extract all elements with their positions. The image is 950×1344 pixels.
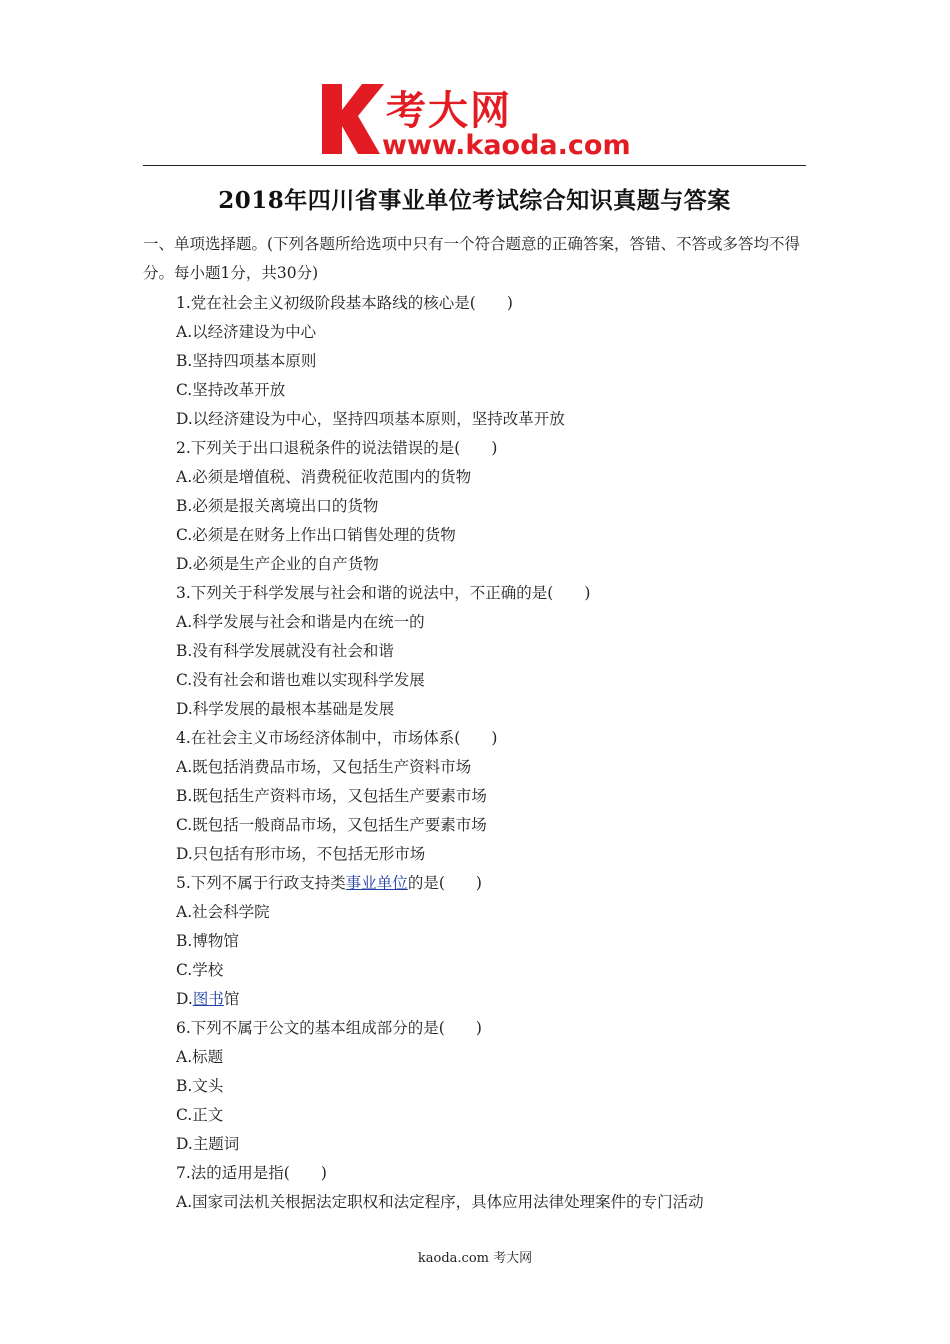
link-tushu[interactable]: 图书 xyxy=(192,990,224,1008)
question-list xyxy=(176,289,796,1217)
answer-option: D.科学发展的最根本基础是发展 xyxy=(176,700,395,718)
answer-option: C.既包括一般商品市场，又包括生产要素市场 xyxy=(176,816,487,834)
question-stem: 7.法的适用是指( ) xyxy=(176,1164,327,1182)
answer-option: A.国家司法机关根据法定职权和法定程序，具体应用法律处理案件的专门活动 xyxy=(176,1193,704,1211)
answer-option: B.博物馆 xyxy=(176,932,239,950)
answer-option: A.科学发展与社会和谐是内在统一的 xyxy=(176,613,425,631)
answer-option: D.只包括有形市场，不包括无形市场 xyxy=(176,845,426,863)
answer-option: D.必须是生产企业的自产货物 xyxy=(176,555,379,573)
question-stem: 4.在社会主义市场经济体制中，市场体系( ) xyxy=(176,729,498,747)
question-stem: 6.下列不属于公文的基本组成部分的是( ) xyxy=(176,1019,482,1037)
question-stem xyxy=(176,869,796,898)
answer-option: B.既包括生产资料市场，又包括生产要素市场 xyxy=(176,787,487,805)
question-stem: 2.下列关于出口退税条件的说法错误的是( ) xyxy=(176,439,498,457)
answer-option: A.以经济建设为中心 xyxy=(176,323,317,341)
answer-option: D.以经济建设为中心，坚持四项基本原则，坚持改革开放 xyxy=(176,410,565,428)
answer-option: C.坚持改革开放 xyxy=(176,381,286,399)
stem-text: 5.下列不属于行政支持类 xyxy=(176,874,346,892)
answer-option: B.没有科学发展就没有社会和谐 xyxy=(176,642,394,660)
header-divider xyxy=(143,165,806,166)
question-stem: 3.下列关于科学发展与社会和谐的说法中，不正确的是( ) xyxy=(176,584,591,602)
answer-option: A.标题 xyxy=(176,1048,224,1066)
logo-url-text: www.kaoda.com xyxy=(382,130,631,160)
kaoda-logo-mark xyxy=(318,80,648,160)
answer-option: D.主题词 xyxy=(176,1135,240,1153)
page-footer: kaoda.com 考大网 xyxy=(417,1251,533,1266)
option-text: 馆 xyxy=(223,990,240,1008)
question-stem: 1.党在社会主义初级阶段基本路线的核心是( ) xyxy=(176,294,513,312)
answer-option: B.坚持四项基本原则 xyxy=(176,352,317,370)
answer-option: C.必须是在财务上作出口销售处理的货物 xyxy=(176,526,456,544)
link-shiye-danwei[interactable]: 事业单位 xyxy=(345,874,408,892)
answer-option: C.学校 xyxy=(176,961,224,979)
answer-option: C.没有社会和谐也难以实现科学发展 xyxy=(176,671,425,689)
answer-option: B.文头 xyxy=(176,1077,224,1095)
answer-option: A.社会科学院 xyxy=(176,903,270,921)
answer-option xyxy=(176,985,796,1014)
page-title: 2018年四川省事业单位考试综合知识真题与答案 xyxy=(218,187,731,214)
logo-cn-text: 考大网 xyxy=(386,88,512,134)
answer-option: A.必须是增值税、消费税征收范围内的货物 xyxy=(176,468,472,486)
kaoda-logo[interactable] xyxy=(318,80,648,160)
answer-option: C.正文 xyxy=(176,1106,224,1124)
answer-option: A.既包括消费品市场，又包括生产资料市场 xyxy=(176,758,472,776)
section-intro: 一、单项选择题。(下列各题所给选项中只有一个符合题意的正确答案，答错、不答或多答均不得分。每小题1分，共30分) xyxy=(143,235,801,282)
option-letter: D. xyxy=(176,990,193,1008)
stem-text: 的是( ) xyxy=(407,874,482,892)
answer-option: B.必须是报关离境出口的货物 xyxy=(176,497,379,515)
